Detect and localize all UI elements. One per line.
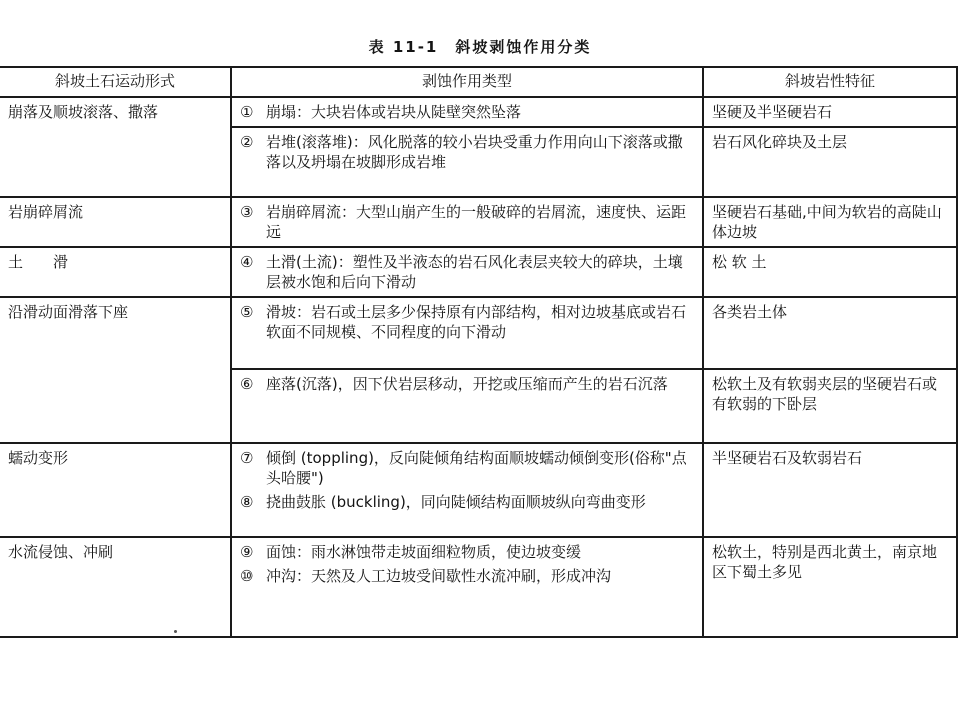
item-text: 崩塌：大块岩体或岩块从陡壁突然坠落 <box>266 103 522 121</box>
item-text: 倾倒 (toppling)，反向陡倾角结构面顺坡蠕动倾倒变形(俗称"点头哈腰") <box>266 449 687 487</box>
cell-rock-character: 半坚硬岩石及软弱岩石 <box>703 443 957 537</box>
cell-rock-character: 岩石风化碎块及土层 <box>703 127 957 197</box>
cell-denudation-type <box>231 127 703 197</box>
item-number: ③ <box>240 203 254 221</box>
table-row <box>0 537 957 637</box>
cell-denudation-type <box>231 247 703 297</box>
cell-denudation-type <box>231 443 703 537</box>
item-text: 岩崩碎屑流：大型山崩产生的一般破碎的岩屑流，速度快、运距远 <box>266 203 687 241</box>
cell-rock-character: 坚硬及半坚硬岩石 <box>703 97 957 127</box>
cell-denudation-type <box>231 537 703 637</box>
cell-denudation-type <box>231 297 703 369</box>
header-denudation-type: 剥蚀作用类型 <box>231 67 703 97</box>
item-text: 冲沟：天然及人工边坡受间歇性水流冲刷，形成冲沟 <box>266 567 612 585</box>
type-item <box>240 202 694 242</box>
item-number: ⑤ <box>240 303 254 321</box>
table-row <box>0 247 957 297</box>
cell-rock-character: 松软土及有软弱夹层的坚硬岩石或有软弱的下卧层 <box>703 369 957 443</box>
cell-movement-form: 水流侵蚀、冲刷 <box>0 537 231 637</box>
type-item <box>240 542 694 562</box>
type-item <box>240 374 694 394</box>
item-number: ⑧ <box>240 493 254 511</box>
item-number: ① <box>240 103 254 121</box>
type-item <box>240 566 694 586</box>
item-number: ② <box>240 133 254 151</box>
cell-rock-character: 坚硬岩石基础,中间为软岩的高陡山体边坡 <box>703 197 957 247</box>
type-item <box>240 102 694 122</box>
table-row <box>0 297 957 369</box>
type-item <box>240 252 694 292</box>
item-text: 挠曲鼓胀 (buckling)，同向陡倾结构面顺坡纵向弯曲变形 <box>266 493 646 511</box>
item-number: ⑦ <box>240 449 254 467</box>
item-text: 土滑(土流)：塑性及半液态的岩石风化表层夹较大的碎块，土壤层被水饱和后向下滑动 <box>266 253 683 291</box>
item-number: ⑩ <box>240 567 254 585</box>
header-movement-form: 斜坡土石运动形式 <box>0 67 231 97</box>
type-item <box>240 448 694 488</box>
item-text: 面蚀：雨水淋蚀带走坡面细粒物质，使边坡变缓 <box>266 543 582 561</box>
item-number: ⑨ <box>240 543 254 561</box>
cell-movement-form: 沿滑动面滑落下座 <box>0 297 231 443</box>
table-header-row <box>0 67 957 97</box>
header-rock-character: 斜坡岩性特征 <box>703 67 957 97</box>
cell-rock-character: 各类岩土体 <box>703 297 957 369</box>
type-item <box>240 492 694 512</box>
table-row <box>0 197 957 247</box>
cell-denudation-type <box>231 369 703 443</box>
item-text: 岩堆(滚落堆)：风化脱落的较小岩块受重力作用向山下滚落或撒落以及坍塌在坡脚形成岩堆 <box>266 133 683 171</box>
item-number: ⑥ <box>240 375 254 393</box>
table-row <box>0 443 957 537</box>
cell-rock-character: 松软土，特别是西北黄土，南京地区下蜀土多见 <box>703 537 957 637</box>
cell-denudation-type <box>231 197 703 247</box>
table-row <box>0 97 957 127</box>
scan-speck <box>174 630 177 633</box>
cell-movement-form: 岩崩碎屑流 <box>0 197 231 247</box>
table-title: 表 11-1 斜坡剥蚀作用分类 <box>368 38 592 56</box>
type-item <box>240 132 694 172</box>
cell-movement-form: 土 滑 <box>0 247 231 297</box>
item-text: 滑坡：岩石或土层多少保持原有内部结构，相对边坡基底或岩石软面不同规模、不同程度的向下滑动 <box>266 303 687 341</box>
item-text: 座落(沉落)，因下伏岩层移动，开挖或压缩而产生的岩石沉落 <box>266 375 668 393</box>
item-number: ④ <box>240 253 254 271</box>
classification-table <box>0 66 958 638</box>
type-item <box>240 302 694 342</box>
cell-movement-form: 崩落及顺坡滚落、撒落 <box>0 97 231 197</box>
cell-movement-form: 蠕动变形 <box>0 443 231 537</box>
cell-denudation-type <box>231 97 703 127</box>
cell-rock-character: 松 软 土 <box>703 247 957 297</box>
